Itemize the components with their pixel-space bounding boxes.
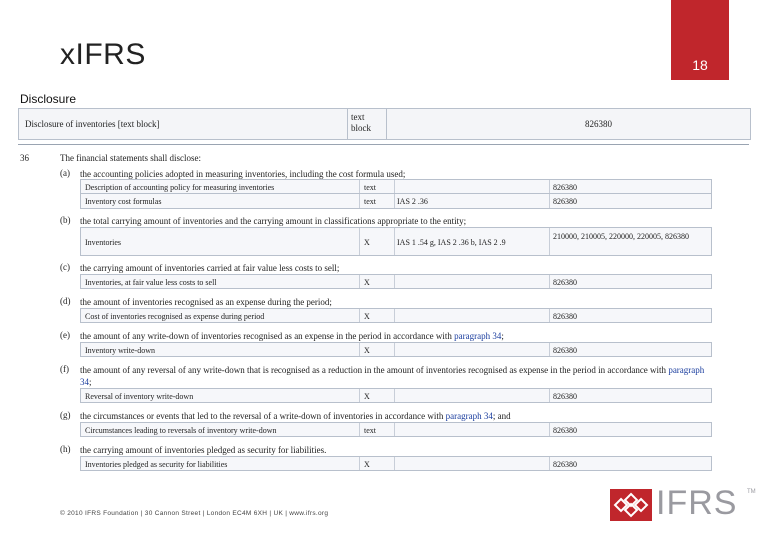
element-row xyxy=(80,342,712,357)
element-row xyxy=(80,308,712,323)
element-code: 826380 xyxy=(553,197,577,206)
element-type: X xyxy=(364,346,370,355)
item-letter: (a) xyxy=(60,168,70,178)
element-code: 210000, 210005, 220000, 220005, 826380 xyxy=(553,232,689,241)
element-type: text xyxy=(364,197,376,206)
ifrs-logo xyxy=(610,484,756,523)
element-code: 826380 xyxy=(553,312,577,321)
element-label: Reversal of inventory write-down xyxy=(85,392,194,401)
header-row-type: text block xyxy=(347,109,387,139)
element-label: Inventories pledged as security for liabilities xyxy=(85,460,228,469)
paragraph-link[interactable]: paragraph 34 xyxy=(454,331,502,341)
item-text: the carrying amount of inventories pledged as security for liabilities. xyxy=(80,445,327,455)
element-row xyxy=(80,274,712,289)
header-row-code: 826380 xyxy=(585,119,612,129)
element-row xyxy=(80,194,712,209)
item-letter: (e) xyxy=(60,330,70,340)
element-type: text xyxy=(364,183,376,192)
paragraph-link[interactable]: paragraph 34 xyxy=(80,365,705,387)
element-code: 826380 xyxy=(553,278,577,287)
element-code: 826380 xyxy=(553,346,577,355)
element-row xyxy=(80,388,712,403)
element-type: X xyxy=(364,238,370,247)
slide-title: xIFRS xyxy=(60,38,146,71)
item-letter: (h) xyxy=(60,444,71,454)
divider xyxy=(18,144,749,145)
item-letter: (f) xyxy=(60,364,69,374)
paragraph-number: 36 xyxy=(20,153,29,163)
header-row-label: Disclosure of inventories [text block] xyxy=(25,119,160,129)
lead-text: The financial statements shall disclose: xyxy=(60,153,201,163)
logo-trademark: TM xyxy=(747,489,756,495)
element-label: Circumstances leading to reversals of inventory write-down xyxy=(85,426,277,435)
item-text: the total carrying amount of inventories and the carrying amount in classifications appropriate to the entity; xyxy=(80,216,467,226)
element-row xyxy=(80,422,712,437)
page-number: 18 xyxy=(692,57,708,73)
element-code: 826380 xyxy=(553,183,577,192)
item-letter: (c) xyxy=(60,262,70,272)
logo-text: IFRS xyxy=(656,484,738,522)
disclosure-heading: Disclosure xyxy=(20,92,77,106)
element-label: Cost of inventories recognised as expense during period xyxy=(85,312,265,321)
item-letter: (g) xyxy=(60,410,71,420)
element-code: 826380 xyxy=(553,392,577,401)
element-row xyxy=(80,456,712,471)
element-label: Inventories xyxy=(85,238,121,247)
element-reference: IAS 1 .54 g, IAS 2 .36 b, IAS 2 .9 xyxy=(397,238,506,247)
element-type: text xyxy=(364,426,376,435)
element-reference: IAS 2 .36 xyxy=(397,197,428,206)
item-text: the amount of any write-down of inventories recognised as an expense in the period in accordance with paragraph 34; xyxy=(80,331,504,341)
element-label: Inventories, at fair value less costs to sell xyxy=(85,278,217,287)
element-code: 826380 xyxy=(553,426,577,435)
element-code: 826380 xyxy=(553,460,577,469)
element-type: X xyxy=(364,278,370,287)
item-letter: (b) xyxy=(60,215,71,225)
item-text: the circumstances or events that led to the reversal of a write-down of inventories in accordance with paragraph 34; and xyxy=(80,411,511,421)
element-type: X xyxy=(364,392,370,401)
item-text: the amount of inventories recognised as an expense during the period; xyxy=(80,297,332,307)
item-text: the accounting policies adopted in measuring inventories, including the cost formula used; xyxy=(80,169,406,179)
element-row xyxy=(80,227,712,256)
element-row xyxy=(80,179,712,194)
paragraph-link[interactable]: paragraph 34 xyxy=(445,411,493,421)
disclosure-header-row xyxy=(18,108,751,140)
item-text: the amount of any reversal of any write-down that is recognised as a reduction in the amount of inventories recognised as expense in the period in accordance with paragraph 34; xyxy=(80,365,705,387)
footer-text: © 2010 IFRS Foundation | 30 Cannon Street | London EC4M 6XH | UK | www.ifrs.org xyxy=(60,510,329,517)
element-type: X xyxy=(364,312,370,321)
item-text: the carrying amount of inventories carried at fair value less costs to sell; xyxy=(80,263,340,273)
logo-mark-icon xyxy=(610,489,652,521)
element-label: Description of accounting policy for measuring inventories xyxy=(85,183,275,192)
item-letter: (d) xyxy=(60,296,71,306)
element-label: Inventory write-down xyxy=(85,346,155,355)
element-type: X xyxy=(364,460,370,469)
element-label: Inventory cost formulas xyxy=(85,197,162,206)
